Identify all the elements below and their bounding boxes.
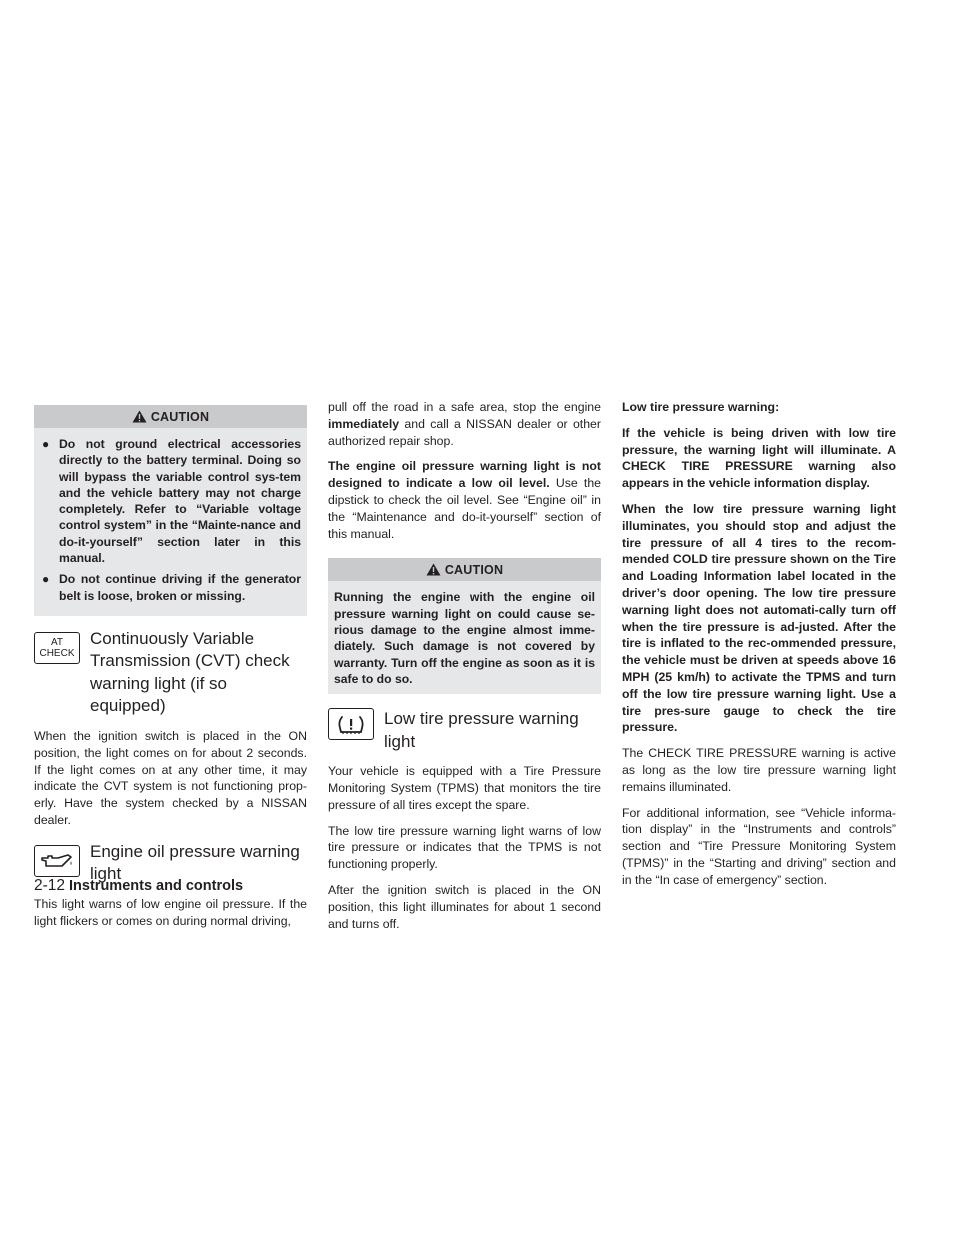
cvt-warning-body: When the ignition switch is placed in the ON position, the light comes on for about 2 seconds. If the light comes on at any other time, it may indicate the CVT system is not functioning prop-erly. Have the system checked by a NISSAN dealer. xyxy=(34,728,307,827)
caution-header xyxy=(34,405,307,428)
tire-paragraph-2: The low tire pressure warning light warns of low tire pressure or indicates that the TPMS is not functioning properly. xyxy=(328,823,601,872)
caution-text: Running the engine with the engine oil pressure warning light on could cause se-rious damage to the engine almost imme-diately. Such damage is not covered by warranty. Turn off the engine as soon as it is safe to do so. xyxy=(334,590,595,686)
low-tire-heading: Low tire pressure warning: xyxy=(622,400,780,414)
oil-paragraph-2: The engine oil pressure warning light is not designed to indicate a low oil level. Use the dipstick to check the oil level. See “Engine oil” in the “Maintenance and do-it-yourself” section of this manual. xyxy=(328,459,602,541)
caution-list xyxy=(34,436,307,604)
warning-triangle-icon xyxy=(426,563,441,576)
section-title: Instruments and controls xyxy=(69,878,244,894)
column-1 xyxy=(34,405,307,938)
low-tire-paragraph-2: When the low tire pressure warning light illuminates, you should stop and adjust the tire pressure of all 4 tires to the recom-mended COLD tire pressure shown on the Tire and Loading Information label located in the driver’s door opening. The low tire pressure warning light does not automati-cally turn off when the tire pressure is ad-justed. After the tire is inflated to the rec-ommended pressure, the vehicle must be driven at speeds above 16 MPH (25 km/h) to activate the TPMS and turn off the low tire pressure warning light. Use a tire pres-sure gauge to check the tire pressure. xyxy=(622,501,896,735)
tire-paragraph-1: Your vehicle is equipped with a Tire Pressure Monitoring System (TPMS) that monitors the tire pressure of all tires except the spare. xyxy=(328,764,601,812)
warning-triangle-icon xyxy=(132,410,147,423)
column-3 xyxy=(622,399,896,898)
oil-can-icon xyxy=(34,845,80,877)
cvt-warning-title: Continuously Variable Transmission (CVT) check warning light (if so equipped) xyxy=(90,628,290,716)
caution-header xyxy=(328,558,601,581)
low-tire-paragraph-3: The CHECK TIRE PRESSURE warning is active as long as the low tire pressure warning light remains illuminated. xyxy=(622,746,896,794)
tire-warning-heading xyxy=(328,704,601,753)
cvt-warning-heading xyxy=(34,628,307,718)
oil-paragraph-1: pull off the road in a safe area, stop the engine immediately and call a NISSAN dealer or other authorized repair shop. xyxy=(328,400,601,448)
column-2 xyxy=(328,399,601,941)
oil-warning-body: This light warns of low engine oil pressure. If the light flickers or comes on during normal driving, xyxy=(34,896,307,928)
caution-box-oil xyxy=(328,558,601,694)
page-footer xyxy=(34,877,243,895)
caution-item: ● Do not ground electrical accessories directly to the battery terminal. Doing so will bypass the variable control sys-tem and the vehicle battery may not charge completely. Refer to “Variable voltage control system” in the “Mainte-nance and do-it-yourself” section later in this manual. xyxy=(42,437,301,566)
caution-title: CAUTION xyxy=(444,562,504,577)
caution-title: CAUTION xyxy=(150,409,210,424)
oil-warning-title: Engine oil pressure warning light xyxy=(90,841,300,884)
tire-warning-title: Low tire pressure warning light xyxy=(384,709,579,751)
at-check-icon: AT CHECK xyxy=(34,632,80,664)
caution-box-battery xyxy=(34,405,307,616)
page-number: 2-12 xyxy=(34,877,66,894)
caution-item: ● Do not continue driving if the generator belt is loose, broken or missing. xyxy=(42,572,301,603)
low-tire-paragraph-4: For additional information, see “Vehicle informa-tion display” in the “Instruments and controls” section and “Tire Pressure Monitoring System (TPMS)” in the “Starting and driving” section and in the “In case of emergency” section. xyxy=(622,805,896,887)
tire-paragraph-3: After the ignition switch is placed in the ON position, this light illuminates for about 1 second and turns off. xyxy=(328,882,601,931)
low-tire-paragraph-1: If the vehicle is being driven with low tire pressure, the warning light will illuminate. A CHECK TIRE PRESSURE warning also appears in the vehicle information display. xyxy=(622,425,896,491)
tire-pressure-icon xyxy=(328,708,374,740)
